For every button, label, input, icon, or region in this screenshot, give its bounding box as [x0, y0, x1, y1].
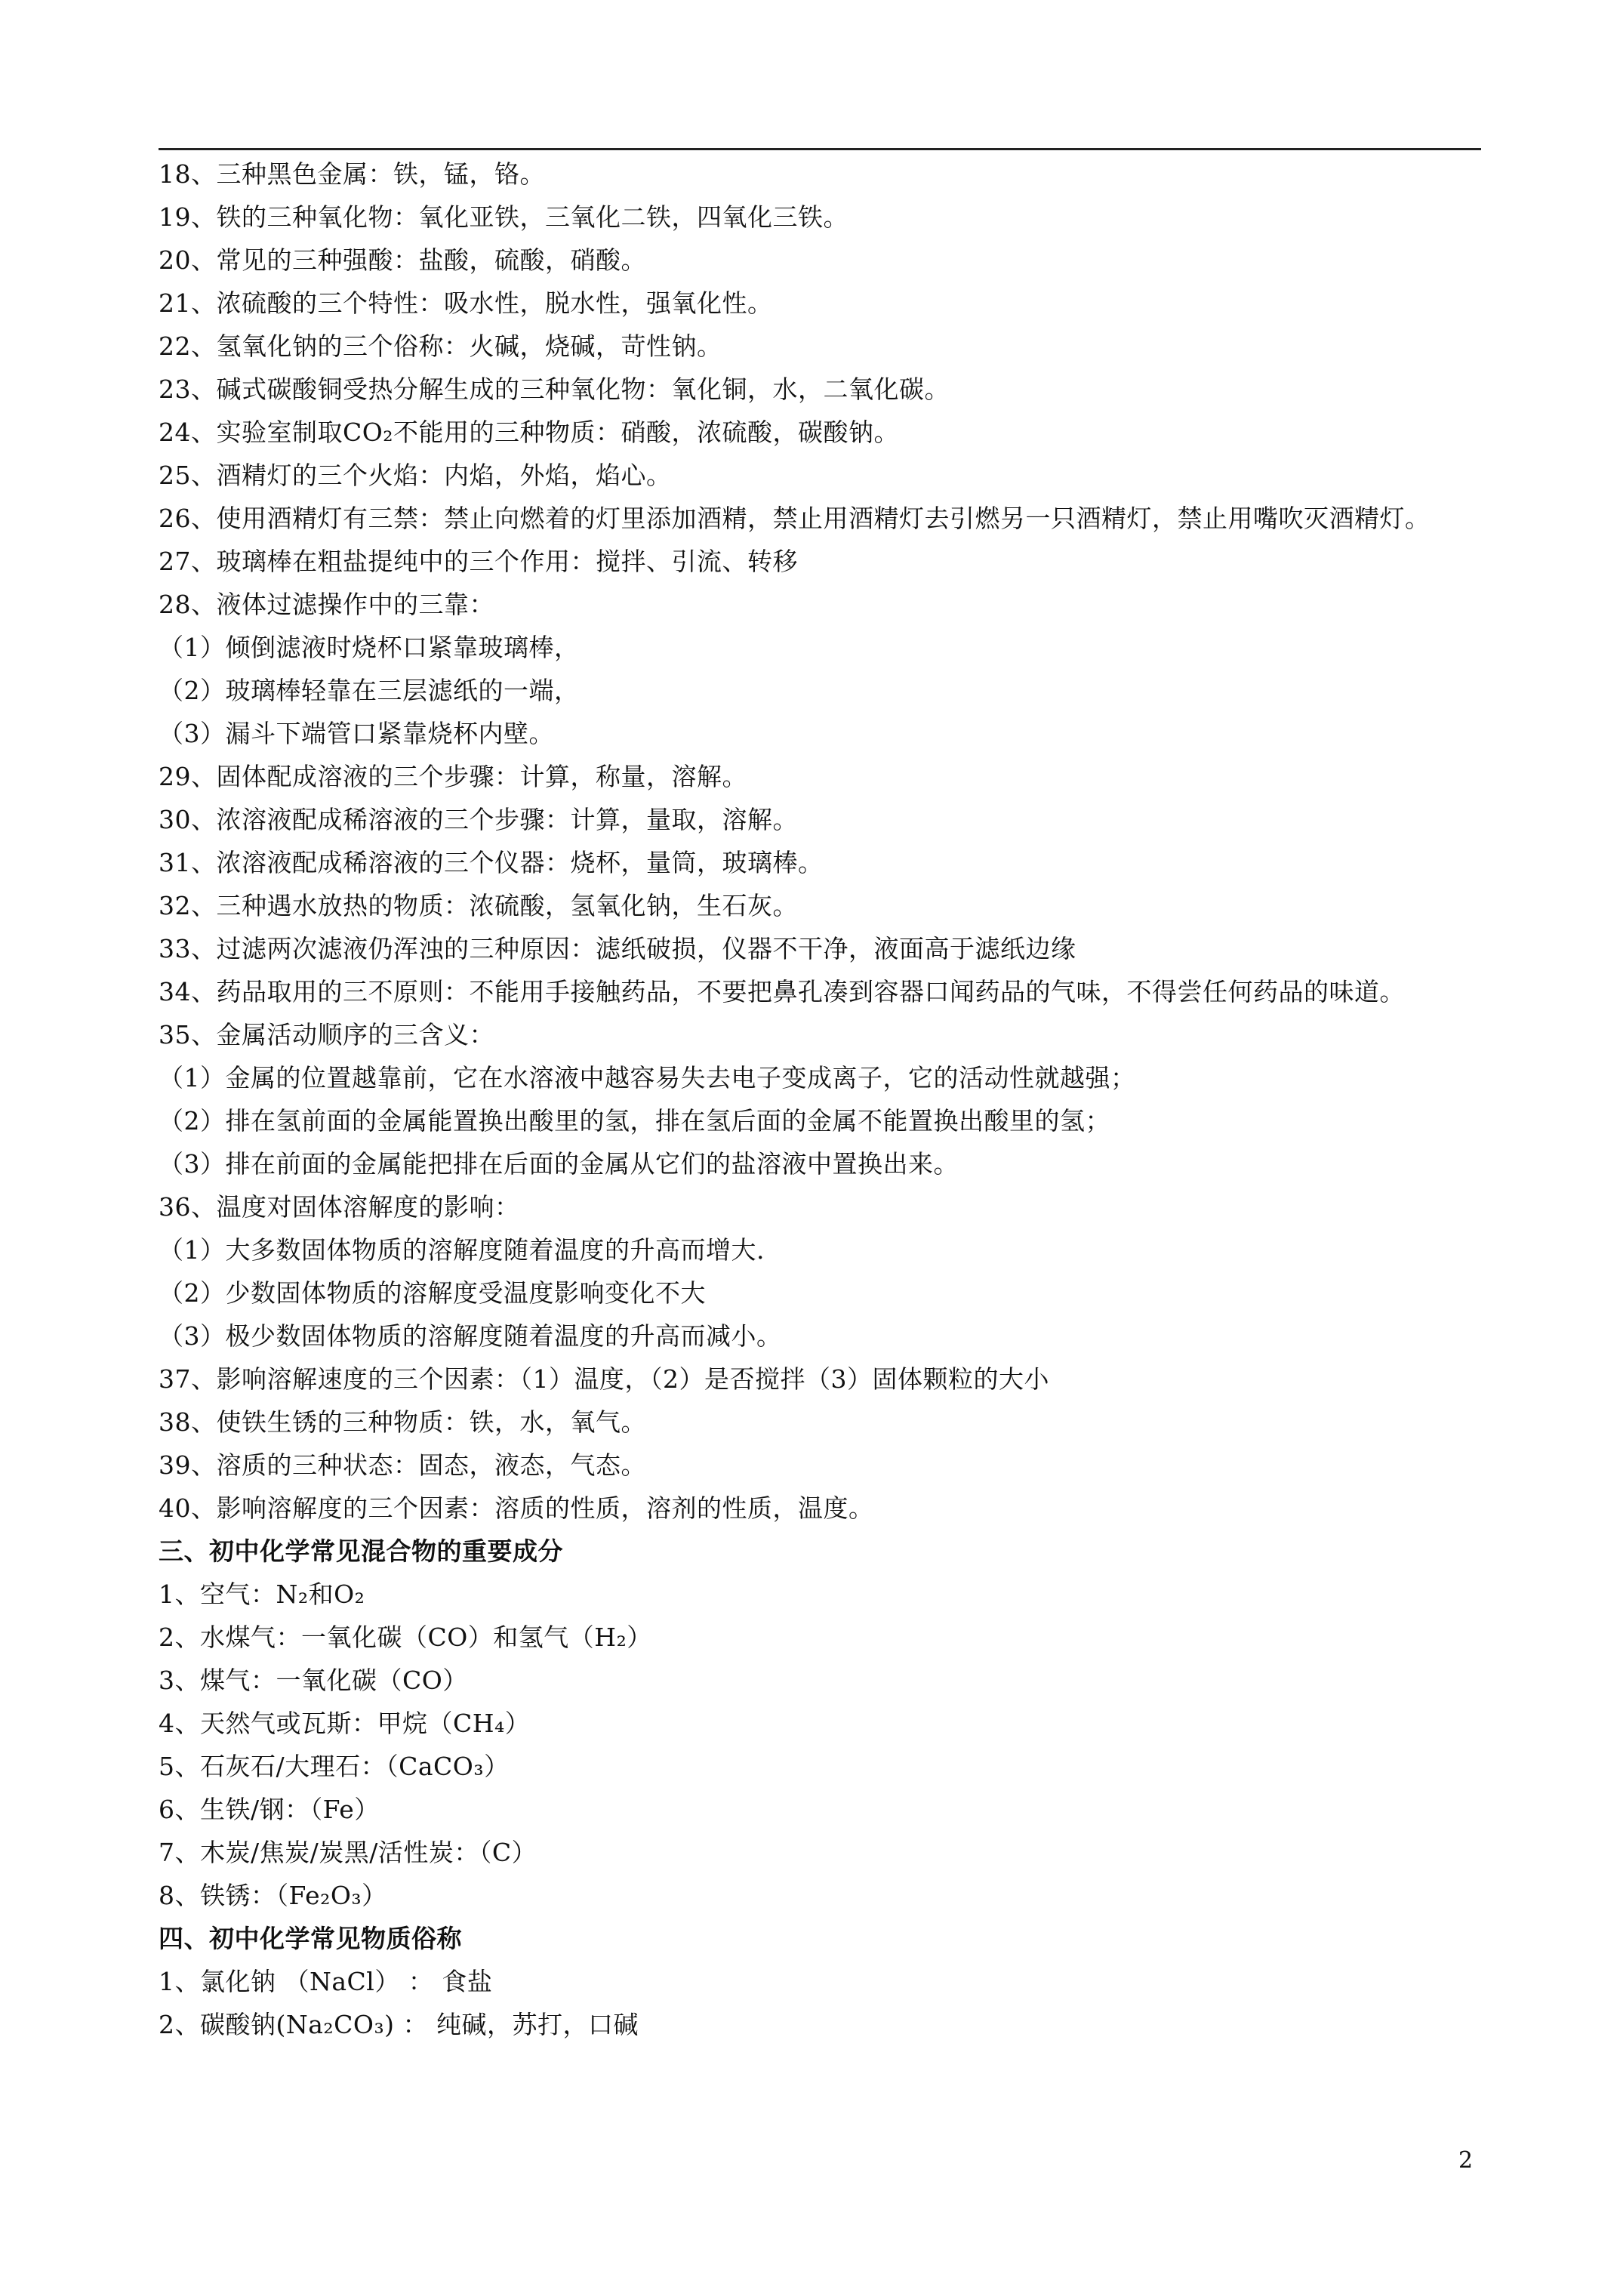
text-line: 21、浓硫酸的三个特性：吸水性，脱水性，强氧化性。	[159, 288, 773, 318]
text-line: 36、温度对固体溶解度的影响：	[159, 1192, 520, 1222]
text-line: 33、过滤两次滤液仍浑浊的三种原因：滤纸破损，仪器不干净，液面高于滤纸边缘	[159, 934, 1076, 963]
text-line: 40、影响溶解度的三个因素：溶质的性质，溶剂的性质，温度。	[159, 1493, 874, 1523]
text-line: 37、影响溶解速度的三个因素：（1）温度，（2）是否搅拌（3）固体颗粒的大小	[159, 1364, 1049, 1394]
text-line: 1、氯化钠 （NaCl） ： 食盐	[159, 1967, 493, 1996]
text-line: 2、水煤气：一氧化碳（CO）和氢气（H₂）	[159, 1623, 652, 1652]
text-line: 38、使铁生锈的三种物质：铁，水，氧气。	[159, 1407, 646, 1437]
text-line: 25、酒精灯的三个火焰：内焰，外焰，焰心。	[159, 461, 672, 490]
text-line: 1、空气：N₂和O₂	[159, 1579, 365, 1609]
text-line: 19、铁的三种氧化物：氧化亚铁，三氧化二铁，四氧化三铁。	[159, 202, 848, 232]
text-line: 6、生铁/钢：（Fe）	[159, 1795, 380, 1824]
text-line: 32、三种遇水放热的物质：浓硫酸，氢氧化钠，生石灰。	[159, 891, 798, 920]
text-line: 23、碱式碳酸铜受热分解生成的三种氧化物：氧化铜，水，二氧化碳。	[159, 374, 950, 404]
text-line: 3、煤气：一氧化碳（CO）	[159, 1666, 468, 1695]
text-line: 7、木炭/焦炭/炭黑/活性炭：（C）	[159, 1838, 537, 1867]
text-line: 5、石灰石/大理石：（CaCO₃）	[159, 1752, 510, 1781]
text-line: 28、液体过滤操作中的三靠：	[159, 590, 494, 619]
text-line: （1）倾倒滤液时烧杯口紧靠玻璃棒，	[159, 633, 580, 662]
text-line: 20、常见的三种强酸：盐酸，硫酸，硝酸。	[159, 245, 646, 275]
text-line: （2）玻璃棒轻靠在三层滤纸的一端，	[159, 676, 580, 705]
text-line: （2）少数固体物质的溶解度受温度影响变化不大	[159, 1278, 706, 1308]
text-line: 39、溶质的三种状态：固态，液态，气态。	[159, 1450, 646, 1480]
text-line: 18、三种黑色金属：铁，锰，铬。	[159, 159, 545, 189]
section-heading: 三、初中化学常见混合物的重要成分	[159, 1536, 563, 1566]
text-line: 4、天然气或瓦斯：甲烷（CH₄）	[159, 1709, 531, 1738]
text-line: 8、铁锈：（Fe₂O₃）	[159, 1881, 387, 1910]
text-line: 24、实验室制取CO₂不能用的三种物质：硝酸，浓硫酸，碳酸钠。	[159, 418, 900, 447]
text-line: （1）金属的位置越靠前，它在水溶液中越容易失去电子变成离子，它的活动性就越强；	[159, 1063, 1136, 1093]
text-line: 2、碳酸钠(Na₂CO₃) ： 纯碱，苏打，口碱	[159, 2010, 639, 2039]
text-line: （3）漏斗下端管口紧靠烧杯内壁。	[159, 719, 554, 748]
text-line: 22、氢氧化钠的三个俗称：火碱，烧碱，苛性钠。	[159, 331, 722, 361]
section-heading: 四、初中化学常见物质俗称	[159, 1924, 462, 1953]
text-line: 34、药品取用的三不原则：不能用手接触药品，不要把鼻孔凑到容器口闻药品的气味，不得尝任何药品的味道。	[159, 977, 1405, 1006]
text-line: 31、浓溶液配成稀溶液的三个仪器：烧杯，量筒，玻璃棒。	[159, 848, 824, 877]
text-line: 27、玻璃棒在粗盐提纯中的三个作用：搅拌、引流、转移	[159, 547, 798, 576]
text-line: （2）排在氢前面的金属能置换出酸里的氢，排在氢后面的金属不能置换出酸里的氢；	[159, 1106, 1110, 1136]
text-line: 26、使用酒精灯有三禁：禁止向燃着的灯里添加酒精，禁止用酒精灯去引燃另一只酒精灯，禁止用嘴吹灭酒精灯。	[159, 504, 1431, 533]
text-line: 29、固体配成溶液的三个步骤：计算，称量，溶解。	[159, 762, 747, 791]
header-rule	[159, 148, 1481, 150]
text-line: 30、浓溶液配成稀溶液的三个步骤：计算，量取，溶解。	[159, 805, 798, 834]
text-line: （1）大多数固体物质的溶解度随着温度的升高而增大.	[159, 1235, 765, 1265]
document-body	[159, 153, 1481, 2046]
text-line: 35、金属活动顺序的三含义：	[159, 1020, 494, 1049]
text-line: （3）排在前面的金属能把排在后面的金属从它们的盐溶液中置换出来。	[159, 1149, 959, 1179]
page-number: 2	[1458, 2147, 1474, 2174]
text-line: （3）极少数固体物质的溶解度随着温度的升高而减小。	[159, 1321, 782, 1351]
